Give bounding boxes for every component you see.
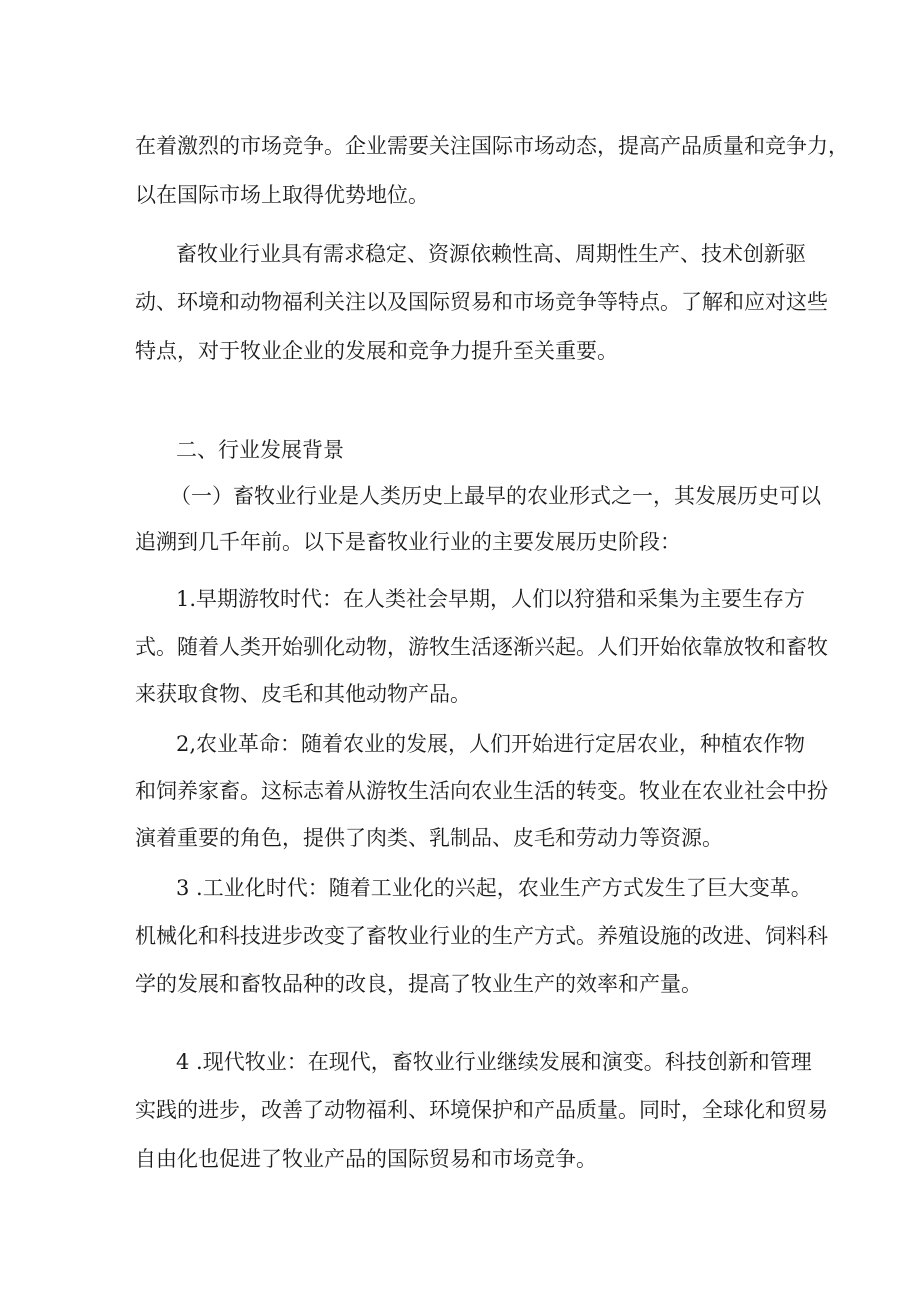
section-heading: 二、行业发展背景 [176, 438, 344, 462]
paragraph-1-line-2: 以在国际市场上取得优势地位。 [135, 183, 429, 207]
paragraph-5-line-3: 演着重要的角色，提供了肉类、乳制品、皮毛和劳动力等资源。 [135, 826, 723, 850]
paragraph-6-line-3: 学的发展和畜牧品种的改良，提高了牧业生产的效率和产量。 [135, 972, 702, 996]
paragraph-5-line-1: 2,农业革命：随着农业的发展，人们开始进行定居农业，种植农作物 [176, 732, 806, 756]
paragraph-4-line-3: 来获取食物、皮毛和其他动物产品。 [135, 682, 471, 706]
paragraph-3-line-1: （一）畜牧业行业是人类历史上最早的农业形式之一，其发展历史可以 [170, 484, 821, 508]
paragraph-3-line-2: 追溯到几千年前。以下是畜牧业行业的主要发展历史阶段： [135, 530, 681, 554]
paragraph-4-line-1: 1.早期游牧时代：在人类社会早期，人们以狩猎和采集为主要生存方 [176, 587, 806, 611]
paragraph-2-line-2: 动、环境和动物福利关注以及国际贸易和市场竞争等特点。了解和应对这些 [135, 290, 828, 314]
paragraph-6-line-2: 机械化和科技进步改变了畜牧业行业的生产方式。养殖设施的改进、饲料科 [135, 924, 828, 948]
paragraph-7-line-1: 4 .现代牧业：在现代，畜牧业行业继续发展和演变。科技创新和管理 [176, 1050, 812, 1074]
paragraph-6-line-1: 3 .工业化时代：随着工业化的兴起，农业生产方式发生了巨大变革。 [176, 876, 812, 900]
paragraph-4-line-2: 式。随着人类开始驯化动物，游牧生活逐渐兴起。人们开始依靠放牧和畜牧 [135, 635, 828, 659]
paragraph-7-line-2: 实践的进步，改善了动物福利、环境保护和产品质量。同时，全球化和贸易 [135, 1098, 828, 1122]
paragraph-7-line-3: 自由化也促进了牧业产品的国际贸易和市场竞争。 [135, 1147, 597, 1171]
paragraph-5-line-2: 和饲养家畜。这标志着从游牧生活向农业生活的转变。牧业在农业社会中扮 [135, 779, 828, 803]
paragraph-1-line-1: 在着激烈的市场竞争。企业需要关注国际市场动态，提高产品质量和竞争力， [135, 134, 849, 158]
paragraph-2-line-1: 畜牧业行业具有需求稳定、资源依赖性高、周期性生产、技术创新驱 [176, 242, 806, 266]
paragraph-2-line-3: 特点，对于牧业企业的发展和竞争力提升至关重要。 [135, 339, 618, 363]
